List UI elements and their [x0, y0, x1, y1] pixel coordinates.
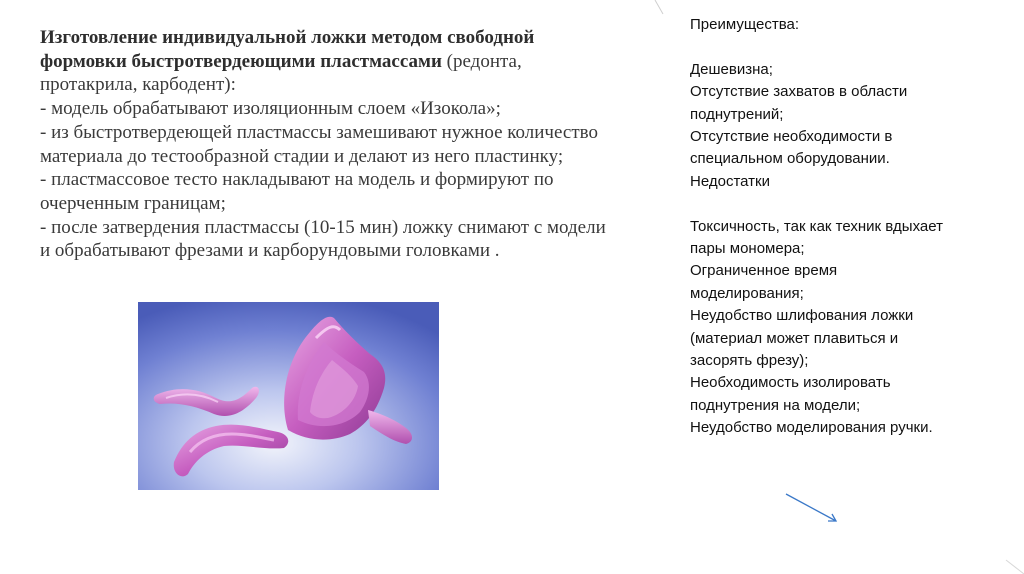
list-item: Неудобство моделирования ручки.	[690, 419, 933, 437]
step-line: - пластмассовое тесто накладывают на модель и формируют по	[40, 169, 554, 191]
step-line: материала до тестообразной стадии и делают из него пластинку;	[40, 145, 564, 167]
impression-tray-photo	[138, 302, 439, 490]
list-item: (материал может плавиться и	[690, 329, 899, 347]
list-item: Отсутствие захватов в области	[690, 83, 908, 101]
list-item: моделирования;	[690, 284, 804, 302]
list-item: пары мономера;	[690, 240, 805, 258]
blank-line	[690, 193, 1010, 215]
step-line: - после затвердения пластмассы (10-15 мин) ложку снимают с модели	[40, 216, 606, 238]
advantages-heading: Преимущества:	[690, 16, 800, 33]
list-item: Отсутствие необходимости в	[690, 128, 893, 146]
step-line: - из быстротвердеющей пластмассы замешивают нужное количество	[40, 121, 598, 143]
arrow-icon	[780, 488, 844, 528]
method-description	[40, 26, 670, 263]
list-item: Ограниченное время	[690, 262, 838, 280]
list-item: Токсичность, так как техник вдыхает	[690, 217, 943, 235]
pros-cons-list	[690, 14, 1010, 440]
blank-line	[690, 36, 1010, 58]
heading-line-2: формовки быстротвердеющими пластмассами (редонта,	[40, 50, 522, 72]
list-item: засорять фрезу);	[690, 352, 809, 370]
list-item: поднутрения на модели;	[690, 396, 861, 414]
list-item: Неудобство шлифования ложки	[690, 307, 914, 325]
list-item: специальном оборудовании.	[690, 150, 890, 168]
list-item: Дешевизна;	[690, 60, 773, 78]
list-item: Необходимость изолировать	[690, 374, 891, 392]
heading-line-1: Изготовление индивидуальной ложки методом свободной	[40, 27, 535, 48]
step-line: и обрабатывают фрезами и карборундовыми головками .	[40, 240, 500, 262]
disadvantages-heading: Недостатки	[690, 172, 770, 190]
step-line: очерченным границам;	[40, 192, 226, 214]
heading-line-3: протакрила, карбодент):	[40, 74, 236, 96]
step-line: - модель обрабатывают изоляционным слоем «Изокола»;	[40, 98, 501, 120]
list-item: поднутрений;	[690, 105, 784, 123]
